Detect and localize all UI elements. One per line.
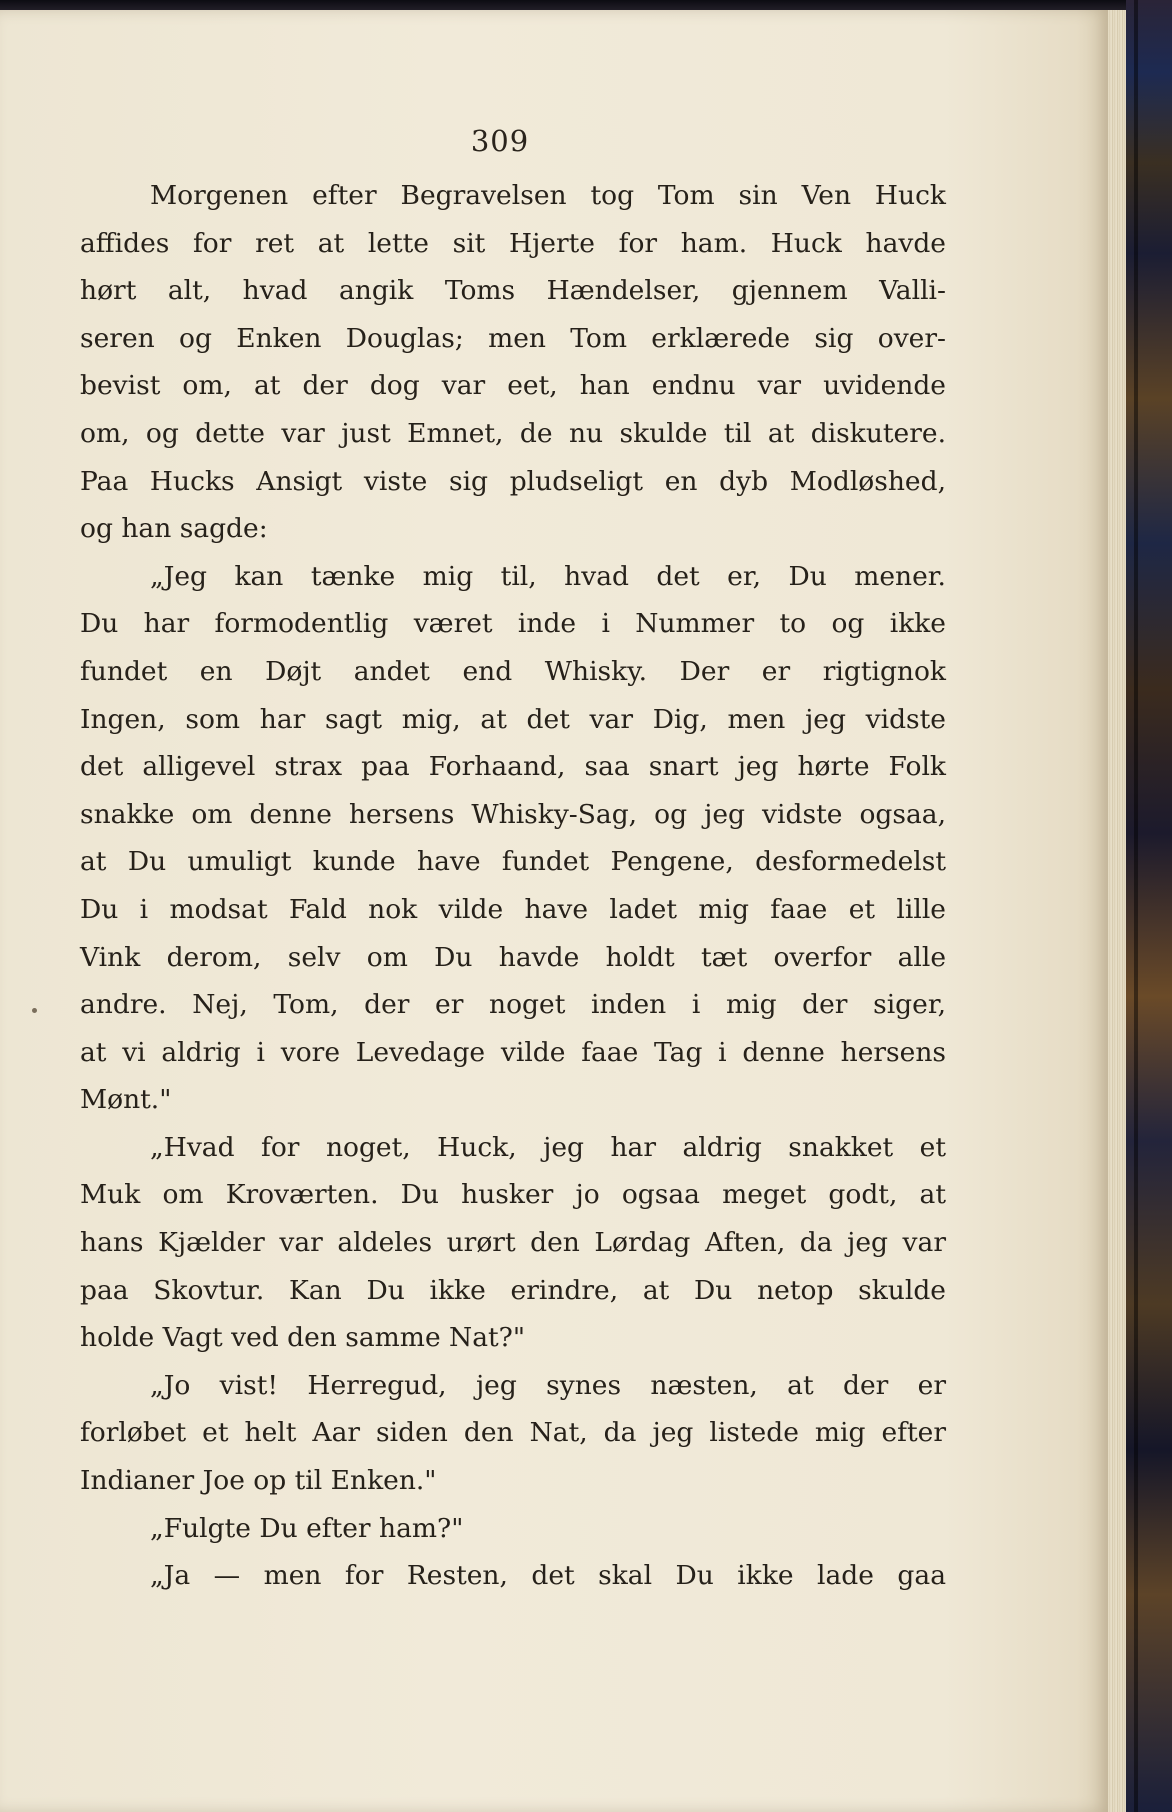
text-line: forløbet et helt Aar siden den Nat, da jeg listede mig efter <box>80 1417 946 1449</box>
text-line: det alligevel strax paa Forhaand, saa snart jeg hørte Folk <box>80 751 946 783</box>
text-line: „Jeg kan tænke mig til, hvad det er, Du mener. <box>150 560 946 592</box>
text-line: „Fulgte Du efter ham?" <box>150 1512 464 1544</box>
text-line: Paa Hucks Ansigt viste sig pludseligt en dyb Modløshed, <box>80 465 946 497</box>
text-line: Mønt." <box>80 1084 172 1116</box>
text-line: om, og dette var just Emnet, de nu skulde til at diskutere. <box>80 417 946 449</box>
text-line: „Jo vist! Herregud, jeg synes næsten, at der er <box>150 1369 946 1401</box>
text-line: fundet en Døjt andet end Whisky. Der er rigtignok <box>80 655 946 687</box>
book-binding <box>1126 0 1172 1812</box>
text-line: at Du umuligt kunde have fundet Pengene, desformedelst <box>80 846 946 878</box>
text-line: holde Vagt ved den samme Nat?" <box>80 1322 526 1354</box>
text-line: paa Skovtur. Kan Du ikke erindre, at Du netop skulde <box>80 1274 946 1306</box>
text-line: andre. Nej, Tom, der er noget inden i mig der siger, <box>80 989 946 1021</box>
text-line: Muk om Kroværten. Du husker jo ogsaa meget godt, at <box>80 1179 946 1211</box>
text-line: og han sagde: <box>80 513 268 545</box>
page-stack-edge <box>1108 10 1126 1812</box>
text-line: Morgenen efter Begravelsen tog Tom sin Ven Huck <box>150 180 946 211</box>
text-line: snakke om denne hersens Whisky-Sag, og jeg vidste ogsaa, <box>80 798 946 830</box>
margin-mark <box>32 1008 37 1013</box>
text-line: „Ja — men for Resten, det skal Du ikke lade gaa <box>150 1560 946 1592</box>
text-line: Du i modsat Fald nok vilde have ladet mig faae et lille <box>80 893 946 925</box>
text-line: seren og Enken Douglas; men Tom erklærede sig over- <box>80 322 946 354</box>
text-line: affides for ret at lette sit Hjerte for ham. Huck havde <box>80 227 946 259</box>
body-text <box>80 172 946 1600</box>
text-line: Ingen, som har sagt mig, at det var Dig, men jeg vidste <box>80 703 946 735</box>
text-line: Indianer Joe op til Enken." <box>80 1465 437 1497</box>
page-number: 309 <box>470 124 530 158</box>
text-line: bevist om, at der dog var eet, han endnu var uvidende <box>80 370 946 402</box>
text-line: hørt alt, hvad angik Toms Hændelser, gjennem Valli- <box>80 275 946 307</box>
text-line: hans Kjælder var aldeles urørt den Lørdag Aften, da jeg var <box>80 1227 946 1259</box>
text-line: at vi aldrig i vore Levedage vilde faae Tag i denne hersens <box>80 1036 946 1068</box>
text-line: „Hvad for noget, Huck, jeg har aldrig snakket et <box>150 1131 946 1163</box>
text-line: Vink derom, selv om Du havde holdt tæt overfor alle <box>80 941 946 973</box>
text-line: Du har formodentlig været inde i Nummer to og ikke <box>80 608 946 640</box>
